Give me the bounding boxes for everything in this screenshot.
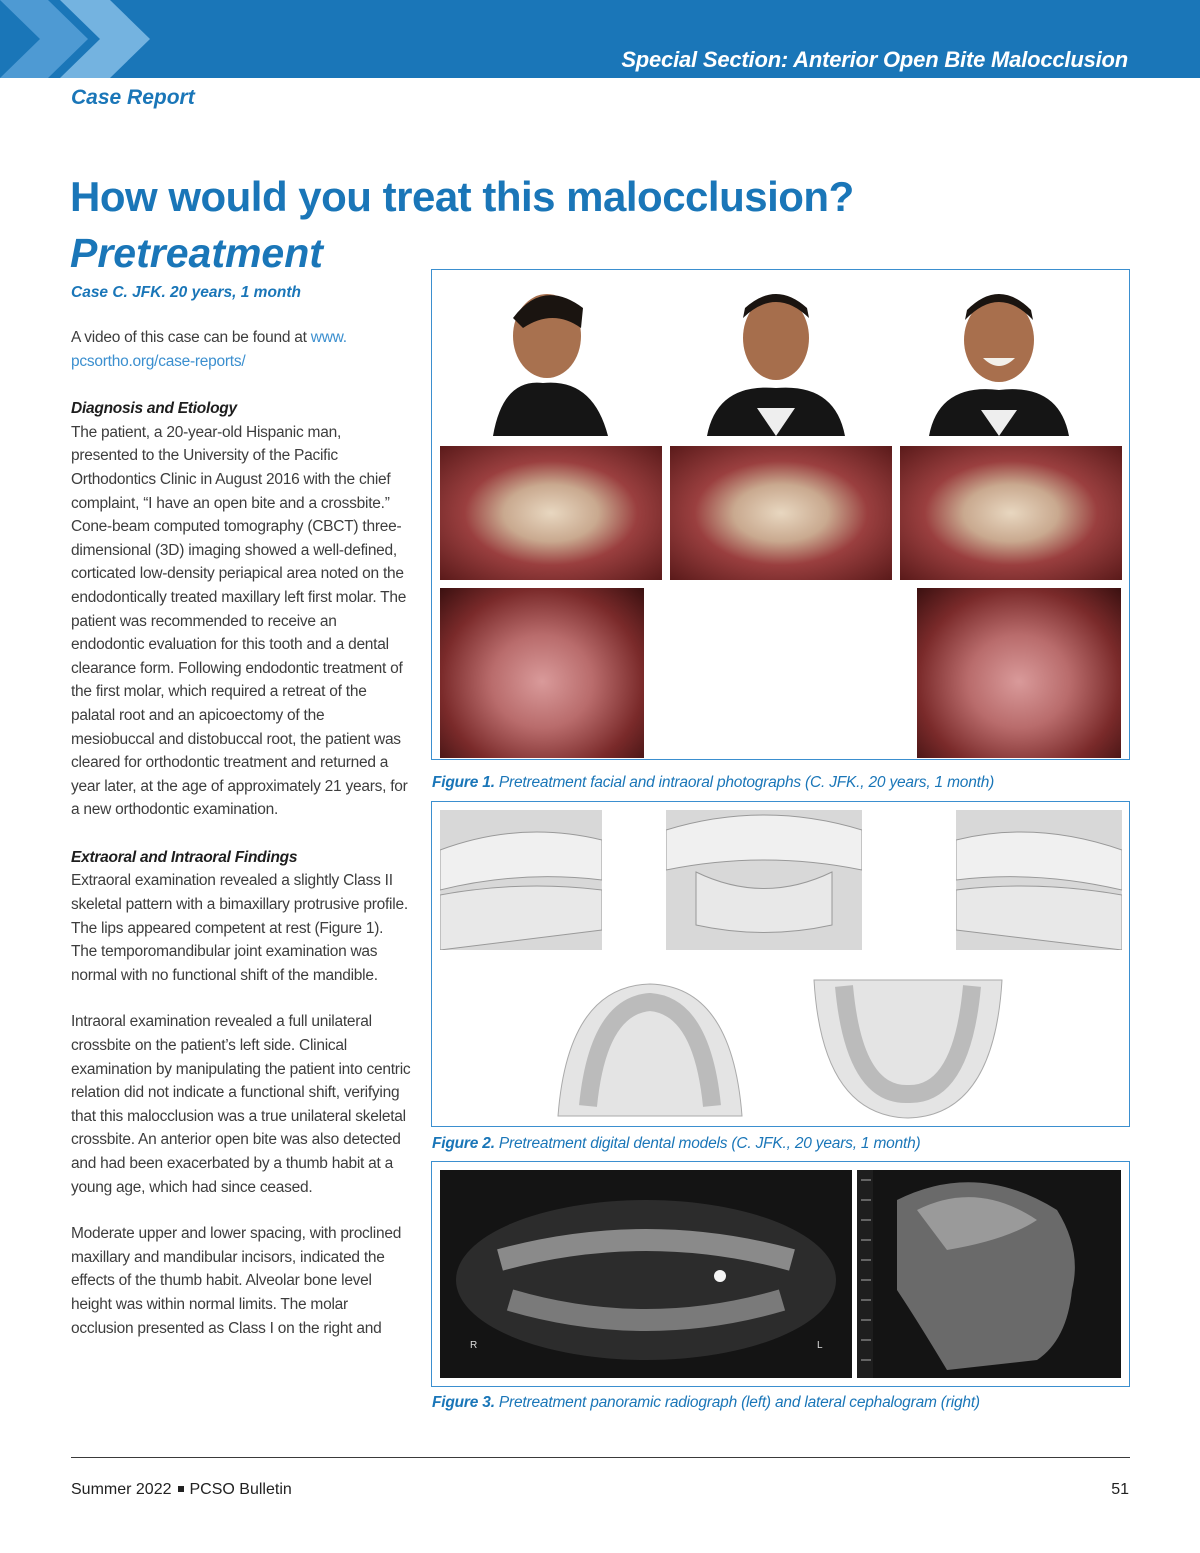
facial-smile-photo [929,278,1069,436]
footer-publication [71,1481,292,1499]
footer-issue: Summer 2022 [71,1481,172,1498]
case-report-label: Case Report [71,86,195,109]
video-paragraph [71,326,411,373]
model-maxillary-occlusal [548,976,752,1120]
video-link[interactable]: www. pcsortho.org/case-reports/ [71,329,347,370]
footer-divider [71,1457,1130,1458]
lateral-cephalogram [857,1170,1121,1378]
square-bullet-icon [178,1486,184,1492]
body-text-column [71,326,411,1340]
figure-3-caption: Figure 3. Pretreatment panoramic radiograph (left) and lateral cephalogram (right) [432,1394,980,1411]
figure-1-caption: Figure 1. Pretreatment facial and intraoral photographs (C. JFK., 20 years, 1 month) [432,774,995,791]
article-subtitle: Pretreatment [70,230,323,276]
intraoral-right-photo [440,446,662,580]
heading-diagnosis: Diagnosis and Etiology [71,400,237,418]
paragraph-diagnosis: The patient, a 20-year-old Hispanic man, presented to the University of the Pacific Orthodontics Clinic in August 2016 with the chief complaint, “I have an open bite and a crossbite.” Cone-beam computed tomography (CBCT) three-dimensional (3D) imaging showed a well-defined, corticated low-density periapical area noted on the endodontically treated maxillary left first molar. The patient was recommended to receive an endodontic evaluation for this tooth and a dental clearance form. Following endodontic treatment of the first molar, which required a retreat of the palatal root and an apicoectomy of the mesiobuccal and distobuccal root, the patient was cleared for orthodontic treatment and returned a year later, at the age of approximately 21 years, for a new orthodontic examination. [71,423,408,819]
model-mandibular-occlusal [804,976,1012,1120]
video-intro-text: A video of this case can be found at [71,329,311,346]
paragraph-findings-1: Extraoral examination revealed a slightly Class II skeletal pattern with a bimaxillary protrusive profile. The lips appeared competent at rest (Figure 1). The temporomandibular joint examination was normal with no functional shift of the mandible. [71,872,408,984]
facial-frontal-photo [707,278,845,436]
xray-left-marker: L [817,1340,823,1351]
maxillary-occlusal-photo [440,588,644,758]
page-number: 51 [1111,1481,1129,1498]
mandibular-occlusal-photo [917,588,1121,758]
heading-findings: Extraoral and Intraoral Findings [71,848,298,866]
facial-profile-photo [483,278,615,436]
model-left-view [956,810,1122,950]
intraoral-left-photo [900,446,1122,580]
paragraph-findings-3: Moderate upper and lower spacing, with proclined maxillary and mandibular incisors, indicated the effects of the thumb habit. Alveolar bone level height was within normal limits. The molar occlusion presented as Class I on the right and [71,1225,402,1337]
case-id: Case C. JFK. 20 years, 1 month [71,284,302,301]
section-title: Special Section: Anterior Open Bite Malocclusion [621,47,1128,72]
model-frontal-view [666,810,862,950]
figure-2-caption: Figure 2. Pretreatment digital dental models (C. JFK., 20 years, 1 month) [432,1135,921,1152]
article-title: How would you treat this malocclusion? [70,173,854,220]
intraoral-frontal-photo [670,446,892,580]
header-bar [0,0,1200,78]
chevron-decoration-icon [0,0,180,78]
xray-right-marker: R [470,1340,478,1351]
footer-publication-name: PCSO Bulletin [189,1481,292,1498]
paragraph-findings-2: Intraoral examination revealed a full unilateral crossbite on the patient’s left side. Clinical examination by manipulating the patient into centric relation did not indicate a functional shift, verifying that this malocclusion was a true unilateral skeletal crossbite. An anterior open bite was also detected and had been exacerbated by a thumb habit at a young age, which had since ceased. [71,1013,411,1196]
model-right-view [440,810,602,950]
panoramic-radiograph [440,1170,852,1378]
